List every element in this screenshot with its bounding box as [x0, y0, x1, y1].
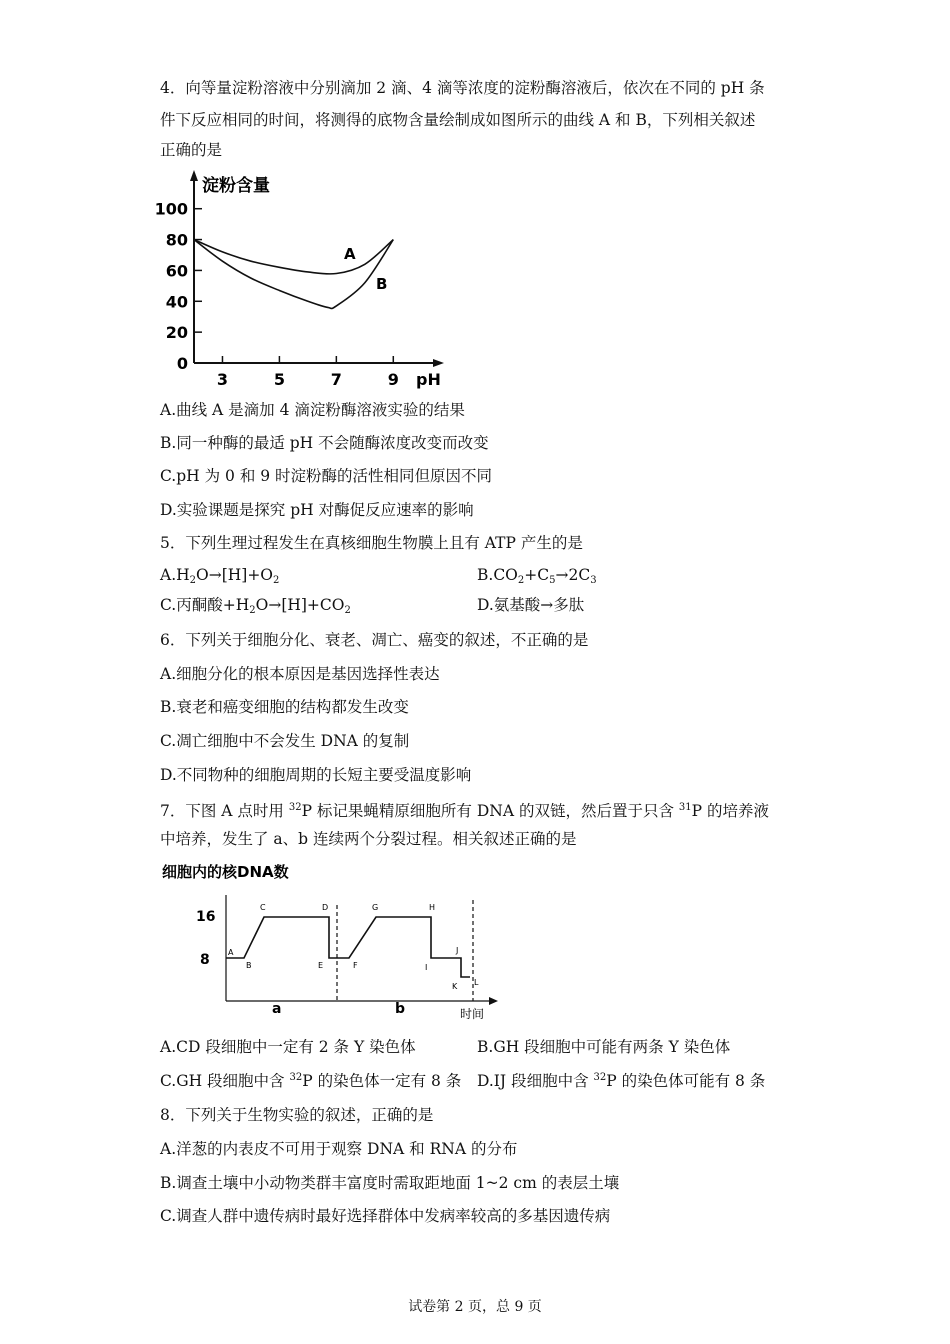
q4-option-d: D.实验课题是探究 pH 对酶促反应速率的影响	[160, 501, 474, 519]
q5-option-a: $A.H_2O\to[H]+O_2$	[160, 566, 280, 586]
chart1-ylabel: 淀粉含量	[202, 176, 270, 196]
ytick-label-60: 60	[165, 261, 188, 281]
xtick-label-7: 7	[330, 370, 342, 389]
chart2-ytick-16: 16	[196, 909, 216, 925]
xtick-label-3: 3	[216, 370, 229, 389]
curve-a-label: A	[344, 245, 356, 263]
point-label-F: F	[353, 961, 358, 970]
point-label-A: A	[228, 948, 234, 957]
page-footer: 试卷第 2 页，总 9 页	[408, 1299, 542, 1315]
ytick-label-40: 40	[165, 292, 188, 312]
q7-option-c: C.GH 段细胞中含 $^{32}$P 的染色体一定有 8 条	[160, 1072, 462, 1090]
q4-option-c: C.pH 为 0 和 9 时淀粉酶的活性相同但原因不同	[160, 467, 493, 485]
y-axis-arrow	[190, 170, 198, 181]
point-label-C: C	[260, 903, 266, 912]
curve-b-label: B	[376, 275, 388, 293]
curve-a	[194, 240, 393, 274]
xtick-label-5: 5	[273, 370, 285, 389]
point-label-G: G	[372, 903, 379, 912]
point-label-K: K	[452, 982, 458, 991]
x-axis-arrow	[433, 359, 444, 367]
q4-stem-line-3: 正确的是	[160, 141, 223, 159]
phase-b-label: b	[395, 1001, 406, 1017]
point-label-H: H	[429, 903, 436, 912]
chart2-xlabel: 时间	[460, 1007, 485, 1021]
dna-count-line	[226, 917, 470, 977]
q7-option-d: D.IJ 段细胞中含 $^{32}$P 的染色体可能有 8 条	[477, 1072, 766, 1090]
ytick-label-80: 80	[165, 230, 188, 250]
q5-option-c: C.丙酮酸$+H_2O\to[H]+CO_2$	[160, 596, 351, 616]
q6-stem: 6．下列关于细胞分化、衰老、凋亡、癌变的叙述，不正确的是	[160, 631, 589, 649]
chart2-x-axis-arrow	[489, 997, 498, 1005]
point-label-D: D	[322, 903, 329, 912]
phase-a-label: a	[272, 1001, 282, 1017]
q5-option-b: $B.CO_2+C_5\to 2C_3$	[477, 566, 597, 586]
q7-option-a: A.CD 段细胞中一定有 2 条 Y 染色体	[160, 1038, 416, 1056]
q6-option-d: D.不同物种的细胞周期的长短主要受温度影响	[160, 766, 472, 784]
chart2-ylabel: 细胞内的核DNA数	[162, 863, 289, 881]
ytick-label-20: 20	[165, 323, 188, 343]
q8-option-a: A.洋葱的内表皮不可用于观察 DNA 和 RNA 的分布	[160, 1140, 518, 1158]
q4-option-a: A.曲线 A 是滴加 4 滴淀粉酶溶液实验的结果	[160, 401, 465, 419]
q8-option-b: B.调查土壤中小动物类群丰富度时需取距地面 1~2 cm 的表层土壤	[160, 1174, 620, 1192]
q6-option-a: A.细胞分化的根本原因是基因选择性表达	[160, 665, 440, 683]
q5-option-d: D.氨基酸→多肽	[477, 596, 585, 614]
q7-option-b: B.GH 段细胞中可能有两条 Y 染色体	[477, 1038, 731, 1056]
curve-b	[194, 240, 393, 309]
q4-stem-line-2: 件下反应相同的时间，将测得的底物含量绘制成如图所示的曲线 A 和 B，下列相关叙述	[160, 111, 756, 129]
dna-count-chart	[150, 855, 510, 1035]
q8-option-c: C.调查人群中遗传病时最好选择群体中发病率较高的多基因遗传病	[160, 1207, 611, 1225]
point-label-I: I	[425, 963, 428, 972]
ytick-label-0: 0	[176, 354, 188, 373]
q5-stem: 5．下列生理过程发生在真核细胞生物膜上且有 ATP 产生的是	[160, 534, 583, 552]
point-label-E: E	[318, 961, 324, 970]
point-label-L: L	[474, 978, 479, 987]
q7-stem-line-2: 中培养，发生了 a、b 连续两个分裂过程。相关叙述正确的是	[160, 830, 577, 848]
starch-ph-chart	[150, 165, 460, 395]
q4-stem-line-1: 4．向等量淀粉溶液中分别滴加 2 滴、4 滴等浓度的淀粉酶溶液后，依次在不同的 pH 条	[160, 79, 765, 97]
point-label-B: B	[246, 961, 252, 970]
q6-option-b: B.衰老和癌变细胞的结构都发生改变	[160, 698, 409, 716]
q4-option-b: B.同一种酶的最适 pH 不会随酶浓度改变而改变	[160, 434, 489, 452]
point-label-J: J	[456, 946, 459, 955]
chart1-xlabel: pH	[416, 370, 441, 389]
xtick-label-9: 9	[387, 370, 399, 389]
ytick-label-100: 100	[154, 199, 188, 219]
chart2-ytick-8: 8	[200, 952, 210, 968]
q6-option-c: C.凋亡细胞中不会发生 DNA 的复制	[160, 732, 410, 750]
q8-stem: 8．下列关于生物实验的叙述，正确的是	[160, 1106, 434, 1124]
q7-stem-line-1: 7．下图 A 点时用 $^{32}$P 标记果蝇精原细胞所有 DNA 的双链，然后置于只含 $^{31}$P 的培养液	[160, 802, 769, 820]
